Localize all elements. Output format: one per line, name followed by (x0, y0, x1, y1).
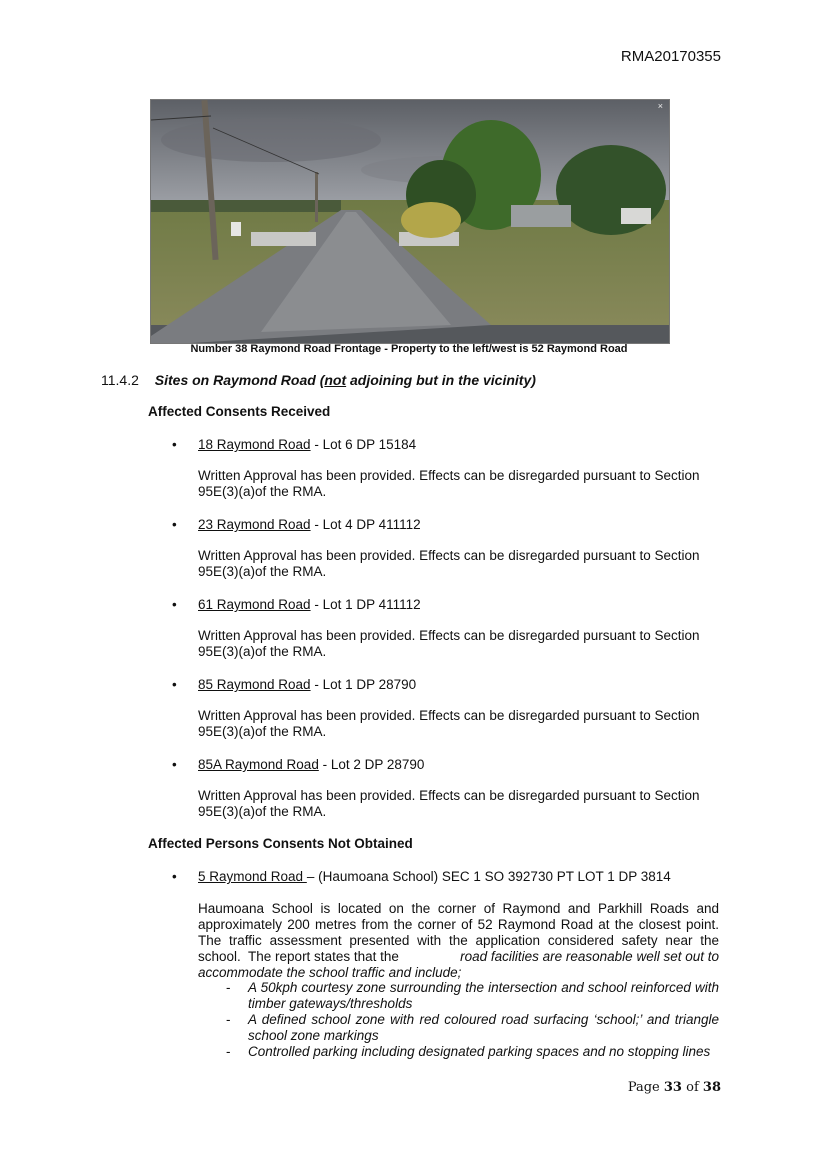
not-obtained-heading: Affected Persons Consents Not Obtained (148, 836, 413, 851)
list-item: • 5 Raymond Road – (Haumoana School) SEC 1 SO 392730 PT LOT 1 DP 3814 (172, 869, 671, 884)
list-item: • 85 Raymond Road - Lot 1 DP 28790 (172, 677, 417, 692)
list-item: • 85A Raymond Road - Lot 2 DP 28790 (172, 757, 425, 772)
school-paragraph: Haumoana School is located on the corner of Raymond and Parkhill Roads and approximately 200 metres from the corner of 52 Raymond Road at the closest point. The traffic assessment presented with the application considered safety near the school. The report states that the road facilities are reasonable well set out to accommodate the school traffic and include; (198, 901, 719, 980)
item-note: Written Approval has been provided. Effects can be disregarded pursuant to Section 95E(3)(a)of the RMA. (198, 708, 700, 739)
dash-list-item: - Controlled parking including designated parking spaces and no stopping lines (226, 1044, 711, 1059)
item-note: Written Approval has been provided. Effects can be disregarded pursuant to Section 95E(3)(a)of the RMA. (198, 548, 700, 579)
dash-list-item: - A 50kph courtesy zone surrounding the intersection and school reinforced with timber gateways/thresholds (226, 980, 719, 1011)
item-note: Written Approval has been provided. Effects can be disregarded pursuant to Section 95E(3)(a)of the RMA. (198, 788, 700, 819)
section-heading (101, 372, 536, 388)
address-link: 85 Raymond Road (198, 677, 311, 692)
address-link: 5 Raymond Road (198, 869, 307, 884)
photo-caption: Number 38 Raymond Road Frontage - Property to the left/west is 52 Raymond Road (190, 343, 628, 355)
address-link: 61 Raymond Road (198, 597, 311, 612)
bullet-icon: • (172, 757, 177, 772)
list-item: • 23 Raymond Road - Lot 4 DP 411112 (172, 517, 421, 532)
address-link: 23 Raymond Road (198, 517, 311, 532)
bullet-icon: • (172, 517, 177, 532)
page-number: Page 33 of 38 (627, 1080, 721, 1095)
received-heading: Affected Consents Received (148, 404, 331, 419)
bullet-icon: • (172, 677, 177, 692)
list-item: • 18 Raymond Road - Lot 6 DP 15184 (172, 437, 417, 452)
document-reference: RMA20170355 (620, 48, 721, 65)
property-frontage-photo (150, 99, 670, 344)
address-link: 18 Raymond Road (198, 437, 311, 452)
section-title: Sites on Raymond Road (not adjoining but in the vicinity) (154, 372, 536, 388)
section-number: 11.4.2 (101, 372, 139, 388)
close-icon[interactable]: × (657, 101, 663, 111)
address-link: 85A Raymond Road (198, 757, 319, 772)
item-note: Written Approval has been provided. Effects can be disregarded pursuant to Section 95E(3)(a)of the RMA. (198, 468, 700, 499)
bullet-icon: • (172, 437, 177, 452)
bullet-icon: • (172, 869, 177, 884)
bullet-icon: • (172, 597, 177, 612)
item-note: Written Approval has been provided. Effects can be disregarded pursuant to Section 95E(3)(a)of the RMA. (198, 628, 700, 659)
photo-graphic (151, 100, 669, 343)
list-item: • 61 Raymond Road - Lot 1 DP 411112 (172, 597, 421, 612)
dash-list-item: - A defined school zone with red coloured road surfacing ‘school;’ and triangle school zone markings (226, 1012, 719, 1043)
